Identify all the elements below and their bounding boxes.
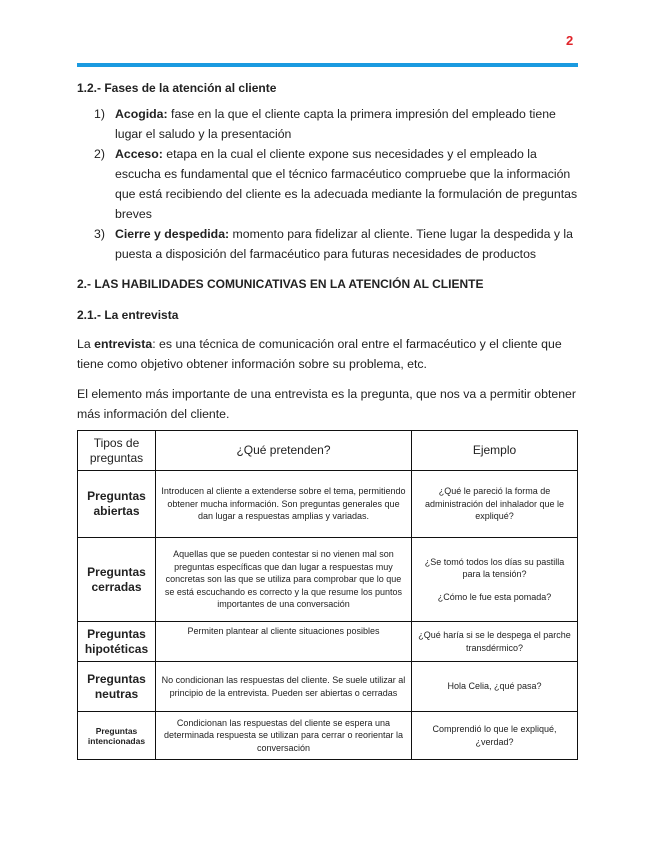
section-2-heading: 2.- LAS HABILIDADES COMUNICATIVAS EN LA ATENCIÓN AL CLIENTE <box>77 277 484 291</box>
example-cell: ¿Qué le pareció la forma de administración del inhalador que le expliqué? <box>412 471 578 538</box>
interview-definition <box>77 334 582 374</box>
table-row <box>78 538 578 622</box>
table-row <box>78 662 578 712</box>
list-term: Acogida: <box>115 107 168 121</box>
question-type-cell: Preguntas intencionadas <box>78 712 156 760</box>
example-cell: Hola Celia, ¿qué pasa? <box>412 662 578 712</box>
list-item <box>77 144 582 224</box>
table-row <box>78 471 578 538</box>
list-number: 1) <box>94 107 105 121</box>
example-text-2: ¿Cómo le fue esta pomada? <box>437 591 552 602</box>
page-number: 2 <box>566 33 574 48</box>
table-header-cell: Ejemplo <box>412 431 578 471</box>
example-text: ¿Se tomó todos los días su pastilla para la tensión? <box>424 556 565 580</box>
list-text: momento para fidelizar al cliente. Tiene lugar la despedida y la puesta a disposición del farmacéutico para futuras necesidades de productos <box>115 227 573 261</box>
purpose-cell: Aquellas que se pueden contestar si no vienen mal son preguntas específicas que dan lugar a respuestas muy concretas son las que se utiliza para comprobar que lo que se está escuchando es correcto y la que resume los puntos importantes de una conversación <box>156 538 412 622</box>
question-type-cell: Preguntas hipotéticas <box>78 622 156 662</box>
section-2-1-heading: 2.1.- La entrevista <box>77 308 179 322</box>
list-term: Cierre y despedida: <box>115 227 230 241</box>
purpose-cell: Introducen al cliente a extenderse sobre el tema, permitiendo obtener mucha información. Son preguntas generales que dan lugar a respuestas amplias y variadas. <box>156 471 412 538</box>
example-cell <box>412 538 578 622</box>
list-item <box>77 224 582 264</box>
table-row <box>78 712 578 760</box>
section-1-2-heading: 1.2.- Fases de la atención al cliente <box>77 81 277 95</box>
list-number: 2) <box>94 147 105 161</box>
phases-list <box>77 104 582 264</box>
table-header-cell: Tipos de preguntas <box>78 431 156 471</box>
list-number: 3) <box>94 227 105 241</box>
question-types-table <box>77 430 578 760</box>
purpose-cell: No condicionan las respuestas del cliente. Se suele utilizar al principio de la entrevista. Pueden ser abiertas o cerradas <box>156 662 412 712</box>
list-term: Acceso: <box>115 147 163 161</box>
example-cell: Comprendió lo que le expliqué, ¿verdad? <box>412 712 578 760</box>
question-type-cell: Preguntas abiertas <box>78 471 156 538</box>
interview-question-paragraph: El elemento más importante de una entrevista es la pregunta, que nos va a permitir obtener más información del cliente. <box>77 387 576 421</box>
table-header-row <box>78 431 578 471</box>
question-type-cell: Preguntas cerradas <box>78 538 156 622</box>
header-rule <box>77 63 578 67</box>
para-prefix: La <box>77 337 95 351</box>
table-row <box>78 622 578 662</box>
list-text: etapa en la cual el cliente expone sus necesidades y el empleado la escucha es fundamental que el técnico farmacéutico compruebe que la información que está recibiendo del cliente es la adecuada mediante la formulación de preguntas breves <box>115 147 578 221</box>
para-term: entrevista <box>94 337 153 351</box>
purpose-cell: Permiten plantear al cliente situaciones posibles <box>156 622 412 662</box>
question-type-cell: Preguntas neutras <box>78 662 156 712</box>
table-header-cell: ¿Qué pretenden? <box>156 431 412 471</box>
page-content <box>77 80 582 760</box>
example-cell: ¿Qué haría si se le despega el parche transdérmico? <box>412 622 578 662</box>
list-text: fase en la que el cliente capta la primera impresión del empleado tiene lugar el saludo y la presentación <box>115 107 556 141</box>
purpose-cell: Condicionan las respuestas del cliente se espera una determinada respuesta se utilizan para cerrar o reorientar la conversación <box>156 712 412 760</box>
list-item <box>77 104 582 144</box>
para-text: : es una técnica de comunicación oral entre el farmacéutico y el cliente que tiene como objetivo obtener información sobre su problema, etc. <box>77 337 562 371</box>
